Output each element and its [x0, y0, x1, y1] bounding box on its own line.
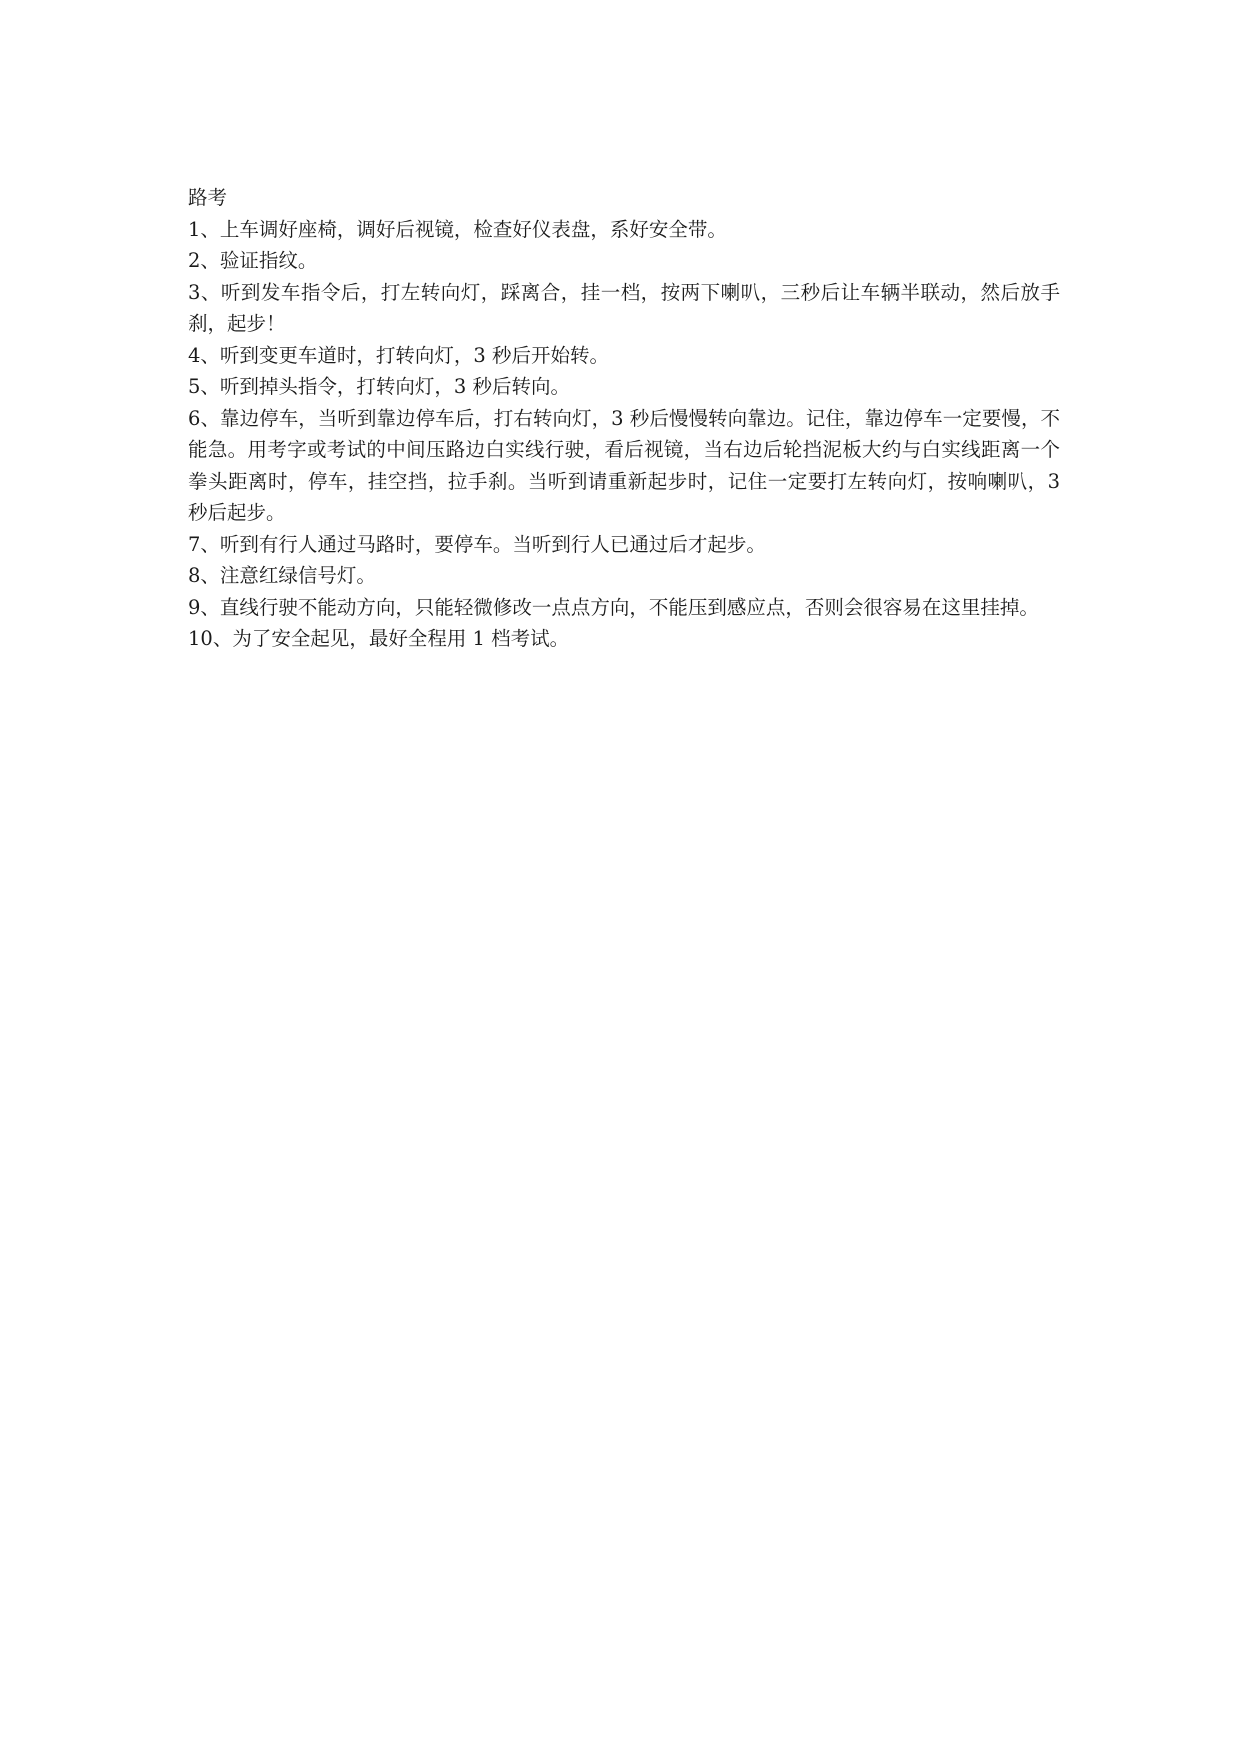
list-item: 6、靠边停车，当听到靠边停车后，打右转向灯，3 秒后慢慢转向靠边。记住，靠边停车一定要慢，不能急。用考字或考试的中间压路边白实线行驶，看后视镜，当右边后轮挡泥板大约与白实线距离一个拳头距离时，停车，挂空挡，拉手刹。当听到请重新起步时，记住一定要打左转向灯，按响喇叭，3 秒后起步。	[188, 406, 1060, 524]
list-item: 5、听到掉头指令，打转向灯，3 秒后转向。	[188, 375, 571, 398]
list-item: 10、为了安全起见，最好全程用 1 档考试。	[188, 627, 570, 650]
list-item: 9、直线行驶不能动方向，只能轻微修改一点点方向，不能压到感应点，否则会很容易在这里挂掉。	[188, 595, 1039, 619]
list-item: 3、听到发车指令后，打左转向灯，踩离合，挂一档，按两下喇叭，三秒后让车辆半联动，然后放手刹，起步！	[188, 280, 1060, 335]
list-item: 2、验证指纹。	[188, 249, 318, 272]
list-item: 4、听到变更车道时，打转向灯，3 秒后开始转。	[188, 343, 610, 367]
list-item: 7、听到有行人通过马路时，要停车。当听到行人已通过后才起步。	[188, 532, 766, 556]
list-item: 1、上车调好座椅，调好后视镜，检查好仪表盘，系好安全带。	[188, 217, 727, 241]
document-title: 路考	[188, 186, 228, 209]
document-page	[188, 182, 1060, 655]
list-item: 8、注意红绿信号灯。	[188, 564, 376, 587]
